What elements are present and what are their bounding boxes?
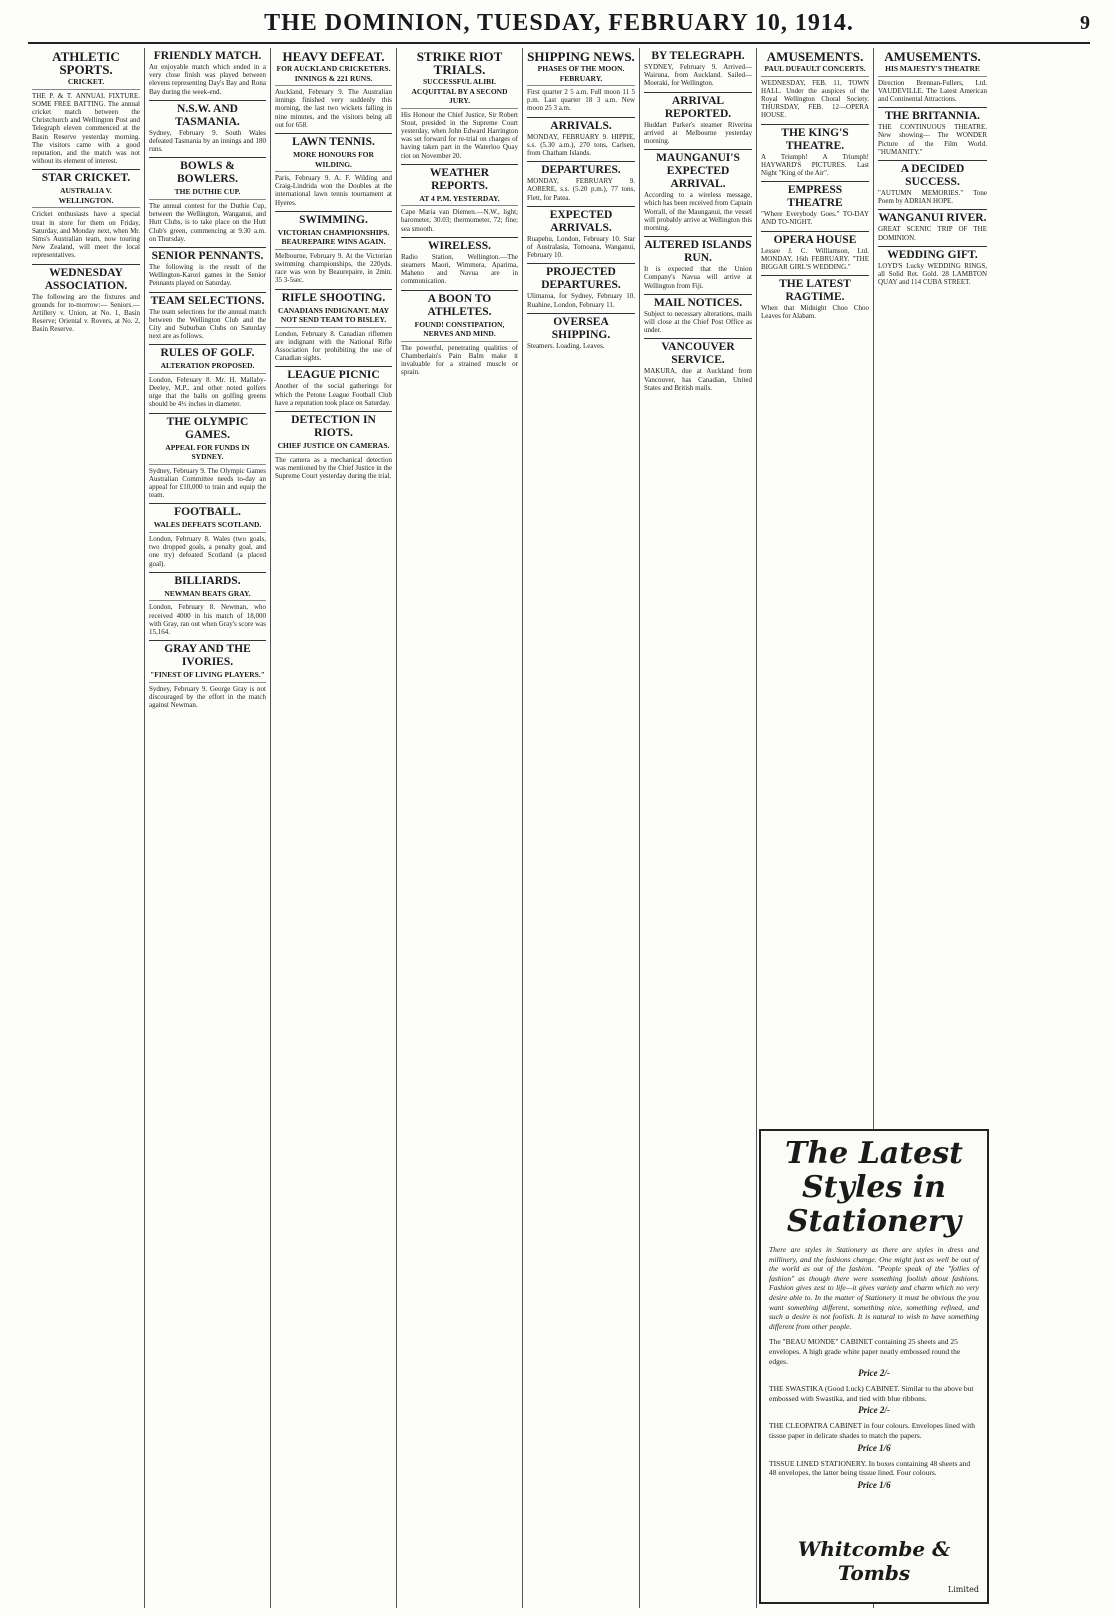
article-body: Cricket enthusiasts have a special treat in store for them on Friday, Saturday, and Monday next, when Mr. Sims's Australian team, now touring New Zealand, will meet the local representatives. (32, 210, 140, 260)
article (644, 338, 752, 392)
article (401, 290, 518, 377)
article (149, 344, 266, 408)
article-body: London, February 8. Newman, who received 4000 in his match of 18,000 with Gray, ran out when Gray's score was 15,164. (149, 603, 266, 636)
article-body: The annual contest for the Duthie Cup, between the Wellington, Wanganui, and Hutt Clubs, is to take place on the Hutt Club's green, commencing at 9.30 a.m. on Thursday. (149, 201, 266, 243)
article-body: Ruapehu, London, February 10. Star of Australasia, Tomoana, Wanganui, February 10. (527, 234, 635, 260)
stationery-item-price: Price 1/6 (857, 1479, 891, 1490)
news-column (28, 48, 145, 1608)
article (401, 48, 518, 160)
article-body: "Where Everybody Goes." TO-DAY AND TO-NIGHT. (761, 210, 869, 227)
article (761, 231, 869, 272)
news-column (397, 48, 523, 1608)
stationery-advertisement (759, 1129, 989, 1604)
article-headline: GRAY AND THE IVORIES. (149, 640, 266, 669)
page-number: 9 (1080, 12, 1090, 34)
whitcombe-tombs-logo (769, 1537, 979, 1594)
article-headline: OVERSEA SHIPPING. (527, 313, 635, 342)
article (149, 503, 266, 567)
article-body: Auckland, February 9. The Australian innings finished very suddenly this morning, the last two wickets falling in nine minutes, and the visitors being all out for 658. (275, 88, 392, 129)
article-headline: STAR CRICKET. (32, 169, 140, 185)
article-subheading: "FINEST OF LIVING PLAYERS." (149, 669, 266, 683)
article-headline: FRIENDLY MATCH. (153, 50, 262, 62)
article-subheading: AUSTRALIA V. WELLINGTON. (32, 185, 140, 208)
article-body: WEDNESDAY, FEB. 11, TOWN HALL. Under the auspices of the Royal Wellington Choral Society. THURSDAY, FEB. 12—OPERA HOUSE. (761, 78, 869, 120)
article (644, 294, 752, 335)
article-headline: WIRELESS. (401, 237, 518, 253)
article-headline: SHIPPING NEWS. (527, 49, 635, 64)
news-column (640, 48, 757, 1608)
article-subheading: PAUL DUFAULT CONCERTS. (761, 63, 869, 77)
article-body: An enjoyable match which ended in a very close finish was played between elevens representing Day's Bay and Rona Bay during the week-end. (149, 63, 266, 96)
article-body: London, February 8. Canadian riflemen are indignant with the National Rifle Association for prohibiting the use of Canadian sights. (275, 329, 392, 363)
article-headline: RULES OF GOLF. (149, 344, 266, 360)
article-headline: SENIOR PENNANTS. (149, 247, 266, 263)
article-body: It is expected that the Union Company's Navua will arrive at Wellington from Fiji. (644, 265, 752, 290)
article-subheading: FOUND! CONSTIPATION, NERVES AND MIND. (401, 319, 518, 342)
article-body: Radio Station, Wellington.—The steamers Maori, Wimmera, Aparima, Maheno and Navua are in communication. (401, 252, 518, 286)
article-headline: BOWLS & BOWLERS. (149, 157, 266, 186)
article (878, 246, 987, 287)
article-headline: SWIMMING. (275, 211, 392, 227)
article-headline: ATHLETIC SPORTS. (52, 49, 120, 77)
article-subheading: PHASES OF THE MOON. FEBRUARY. (527, 63, 635, 86)
article (761, 275, 869, 320)
article-body: His Honour the Chief Justice, Sir Robert Stout, presided in the Supreme Court yesterday, when John Edward Harrington was set forward for re-trial on charges of having taken part in the Waterloo Quay riot on November 20. (401, 110, 518, 160)
article-body: The team selections for the annual match between the Wellington Club and the City and Suburban Clubs on Saturday next are as follows. (149, 307, 266, 341)
article (527, 161, 635, 202)
article-headline: ARRIVAL REPORTED. (644, 92, 752, 121)
article-headline: FOOTBALL. (149, 503, 266, 519)
article-body: Cape Maria van Diemen.—N.W., light; barometer, 30.03; thermometer, 72; fine; sea smooth. (401, 208, 518, 233)
article-headline: MAIL NOTICES. (644, 294, 752, 310)
article-subheading: VICTORIAN CHAMPIONSHIPS. BEAUREPAIRE WINS AGAIN. (275, 227, 392, 250)
newspaper-title: THE DOMINION, TUESDAY, FEBRUARY 10, 1914. (264, 10, 854, 36)
article (527, 313, 635, 350)
article-headline: THE LATEST RAGTIME. (761, 275, 869, 304)
article (149, 157, 266, 243)
article-subheading: CHIEF JUSTICE ON CAMERAS. (275, 440, 392, 454)
news-column (523, 48, 640, 1608)
article-body: Direction Brennan-Fullers, Ltd. VAUDEVILLE. The Latest American and Continental Attractions. (878, 78, 987, 103)
article-body: Sydney, February 9. The Olympic Games Australian Committee needs to-day an appeal for £10,000 to train and equip the team. (149, 466, 266, 500)
article-body: Lessee J. C. Williamson, Ltd. MONDAY, 16th FEBRUARY. "THE BIGGAR GIRL'S WEDDING." (761, 246, 869, 271)
article (275, 366, 392, 407)
article (275, 411, 392, 480)
article-subheading: CANADIANS INDIGNANT. MAY NOT SEND TEAM TO BISLEY. (275, 305, 392, 328)
article-body: When that Midnight Choo Choo Leaves for Alabam. (761, 304, 869, 321)
article-headline: DETECTION IN RIOTS. (275, 411, 392, 440)
article-body: Sydney, February 9. George Gray is not discouraged by the effort in the match against Newman. (149, 684, 266, 710)
article (149, 640, 266, 709)
article (275, 48, 392, 129)
article-headline: STRIKE RIOT TRIALS. (416, 49, 503, 77)
article-subheading: HIS MAJESTY'S THEATRE (878, 63, 987, 77)
article (149, 48, 266, 96)
article-body: Subject to necessary alterations, mails will close at the Chief Post Office as under. (644, 309, 752, 335)
article-body: MONDAY, FEBRUARY 9. HIPPIE, s.s. (5.30 a.m.), 270 tons, Carlsen, from Chatham Islands. (527, 132, 635, 158)
article (32, 48, 140, 165)
article-headline: THE KING'S THEATRE. (761, 124, 869, 153)
article (275, 289, 392, 363)
article-body: Huddart Parker's steamer Riverina arrived at Melbourne yesterday morning. (644, 120, 752, 146)
article (644, 92, 752, 146)
article-headline: ARRIVALS. (527, 117, 635, 133)
article-body: The following are the fixtures and grounds for to-morrow:— Seniors.—Artillery v. Union, at No. 1, Basin Reserve; Oriental v. Rovers, at No. 2, Basin Reserve. (32, 292, 140, 334)
article-subheading: NEWMAN BEATS GRAY. (149, 588, 266, 602)
article-subheading: FOR AUCKLAND CRICKETERS. INNINGS & 221 RUNS. (275, 63, 392, 86)
article-subheading: AT 4 P.M. YESTERDAY. (401, 193, 518, 207)
article-subheading: WALES DEFEATS SCOTLAND. (149, 519, 266, 533)
article (401, 164, 518, 233)
news-column (145, 48, 271, 1608)
article-subheading: SUCCESSFUL ALIBI. ACQUITTAL BY A SECOND JURY. (401, 76, 518, 109)
stationery-item: The "BEAU MONDE" CABINET containing 25 sheets and 25 envelopes. A high grade white paper neatly embossed round the edges. (769, 1337, 961, 1366)
article-headline: LAWN TENNIS. (275, 133, 392, 149)
article (644, 48, 752, 88)
stationery-item-price: Price 1/6 (857, 1442, 891, 1453)
article (527, 263, 635, 308)
article (149, 100, 266, 154)
stationery-ad-title: The Latest Styles in Stationery (785, 1136, 963, 1239)
article (32, 169, 140, 259)
article (275, 211, 392, 285)
article-body: THE P. & T. ANNUAL FIXTURE. SOME FREE BATTING. The annual cricket match between the Christchurch and Wellington Post and Telegraph eleven commenced at the Basin Reserve yesterday morning. The visitors came with a good reputation, and the match was not without its element of interest. (32, 91, 140, 166)
article (527, 206, 635, 260)
article-headline: WANGANUI RIVER. (878, 209, 987, 225)
article (527, 48, 635, 113)
article-subheading: ALTERATION PROPOSED. (149, 360, 266, 374)
article-body: Ulimaroa, for Sydney, February 10. Ruahine, London, February 11. (527, 292, 635, 309)
article-body: Steamers. Loading. Leaves. (527, 341, 605, 350)
stationery-ad-body: There are styles in Stationery as there are styles in dress and millinery, and the fashions change. One might just as well be out of the world as out of the fashion. "People speak of the "follies of fashion" as though there were something foolish about fashions. Fashion gives zest to life—it gives variety and charm which no very desire able to. In the matter of Stationery it must be obvious the you want something different, something nice, something refined, and such a desire is not foolish. It is natural to wish to have something different from other people. (769, 1245, 979, 1331)
article (644, 149, 752, 232)
article-headline: AMUSEMENTS. (766, 49, 864, 64)
article-headline: BY TELEGRAPH. (651, 50, 745, 62)
article-headline: MAUNGANUI'S EXPECTED ARRIVAL. (644, 149, 752, 191)
article (878, 160, 987, 205)
stationery-item: TISSUE LINED STATIONERY. In boxes containing 48 sheets and 48 envelopes, the latter being tissue lined. Four colours. (769, 1458, 971, 1478)
article-headline: N.S.W. AND TASMANIA. (149, 100, 266, 129)
article (644, 236, 752, 290)
article (878, 209, 987, 241)
article (149, 292, 266, 341)
article-body: London, February 8. Wales (two goals, two dropped goals, a penalty goal, and one try) defeated Scotland (a placed goal). (149, 534, 266, 568)
stationery-item: THE SWASTIKA (Good Luck) CABINET. Similar to the above but embossed with Swastika, and tied with blue ribbons. (769, 1384, 974, 1403)
article-body: LOYD'S Lucky WEDDING RINGS, all Solid Ret. Gold. 28 LAMBTON QUAY and 114 CUBA STREET. (878, 261, 987, 287)
article (149, 413, 266, 500)
article (761, 124, 869, 178)
article-body: Another of the social gatherings for which the Petone League Football Club have a reputation took place on Saturday. (275, 382, 392, 407)
article (149, 572, 266, 636)
logo-text: Whitcombe & Tombs (797, 1537, 951, 1585)
article-headline: DEPARTURES. (527, 161, 635, 177)
article-headline: EXPECTED ARRIVALS. (527, 206, 635, 235)
article-subheading: APPEAL FOR FUNDS IN SYDNEY. (149, 442, 266, 465)
logo-subtext: Limited (947, 1585, 979, 1594)
article-body: Paris, February 9. A. F. Wilding and Craig-Lindrida won the Doubles at the international lawn tennis tournament at Hyeres. (275, 174, 392, 207)
article (878, 48, 987, 103)
article-body: First quarter 2 5 a.m. Full moon 11 5 p.m. Last quarter 18 3 a.m. New moon 25 3 a.m. (527, 88, 635, 113)
article-body: Melbourne, February 9. At the Victorian swimming championships, the 220yds. race was won by Beaurepaire, in 2min. 35 3-5sec. (275, 251, 392, 285)
article-headline: BILLIARDS. (149, 572, 266, 588)
article (527, 117, 635, 158)
article (761, 181, 869, 226)
article-headline: VANCOUVER SERVICE. (644, 338, 752, 367)
article-headline: A DECIDED SUCCESS. (878, 160, 987, 189)
article-headline: RIFLE SHOOTING. (275, 289, 392, 305)
article-body: MONDAY, FEBRUARY 9. AORERE, s.s. (5.20 p.m.), 77 tons, Flett, for Patea. (527, 177, 635, 202)
article-body: MAKURA, due at Auckland from Vancouver, has Canadian, United States and British mails. (644, 367, 752, 392)
article-headline: AMUSEMENTS. (884, 49, 981, 64)
news-column (271, 48, 397, 1608)
article-headline: EMPRESS THEATRE (761, 181, 869, 210)
article-headline: HEAVY DEFEAT. (282, 49, 385, 64)
stationery-item-price: Price 2/- (858, 1368, 890, 1379)
article-body: London, February 8. Mr. H. Mallaby-Deeley, M.P., and other noted golfers urge that the balls on golfing greens should be 4½ inches in diameter. (149, 375, 266, 409)
article-body: Sydney, February 9. South Wales defeated Tasmania by an innings and 180 runs. (149, 128, 266, 154)
article-headline: A BOON TO ATHLETES. (401, 290, 518, 319)
article-headline: WEDDING GIFT. (878, 246, 987, 262)
article-body: A Triumph! A Triumph! HAYWARD'S PICTURES. Last Night "King of the Air". (761, 152, 869, 177)
article-subheading: CRICKET. (32, 76, 140, 90)
article-body: GREAT SCENIC TRIP OF THE DOMINION. (878, 225, 987, 242)
article-headline: THE OLYMPIC GAMES. (149, 413, 266, 442)
article-body: The powerful, penetrating qualities of Chamberlain's Pain Balm make it invaluable for a strained muscle or sprain. (401, 343, 518, 377)
article (401, 237, 518, 286)
article-headline: THE BRITANNIA. (878, 107, 987, 123)
article (761, 48, 869, 120)
article-headline: WEDNESDAY ASSOCIATION. (32, 264, 140, 293)
article-headline: LEAGUE PICNIC (275, 366, 392, 382)
article-body: "AUTUMN MEMORIES." Tone Poem by ADRIAN HOPE. (878, 188, 987, 206)
article (32, 264, 140, 334)
article-headline: PROJECTED DEPARTURES. (527, 263, 635, 292)
article-body: According to a wireless message, which has been received from Captain Worrall, of the Maunganui, the vessel will probably arrive at Wellington this morning. (644, 191, 752, 233)
article (878, 107, 987, 156)
article-subheading: MORE HONOURS FOR WILDING. (275, 149, 392, 172)
masthead (28, 8, 1090, 44)
article-body: The camera as a mechanical detection was mentioned by the Chief Justice in the Supreme Court yesterday during the trial. (275, 455, 392, 480)
article-headline: TEAM SELECTIONS. (149, 292, 266, 308)
article-headline: ALTERED ISLANDS RUN. (644, 236, 752, 265)
article-subheading: THE DUTHIE CUP. (149, 186, 266, 200)
article-headline: OPERA HOUSE (761, 231, 869, 247)
article-body: The following is the result of the Wellington-Karori games in the Senior Pennants played on Saturday. (149, 262, 266, 288)
stationery-item-price: Price 2/- (858, 1405, 890, 1416)
article-headline: WEATHER REPORTS. (401, 164, 518, 193)
article (149, 247, 266, 288)
article (275, 133, 392, 207)
article-body: SYDNEY, February 9. Arrived—Wairuna, from Auckland. Sailed—Moeraki, for Wellington. (644, 63, 752, 88)
article-body: THE CONTINUOUS THEATRE. New showing— The WONDER Picture of the Film World. "HUMANITY." (878, 123, 987, 156)
stationery-item: THE CLEOPATRA CABINET in four colours. Envelopes lined with tissue paper in delicate shades to match the papers. (769, 1421, 976, 1440)
